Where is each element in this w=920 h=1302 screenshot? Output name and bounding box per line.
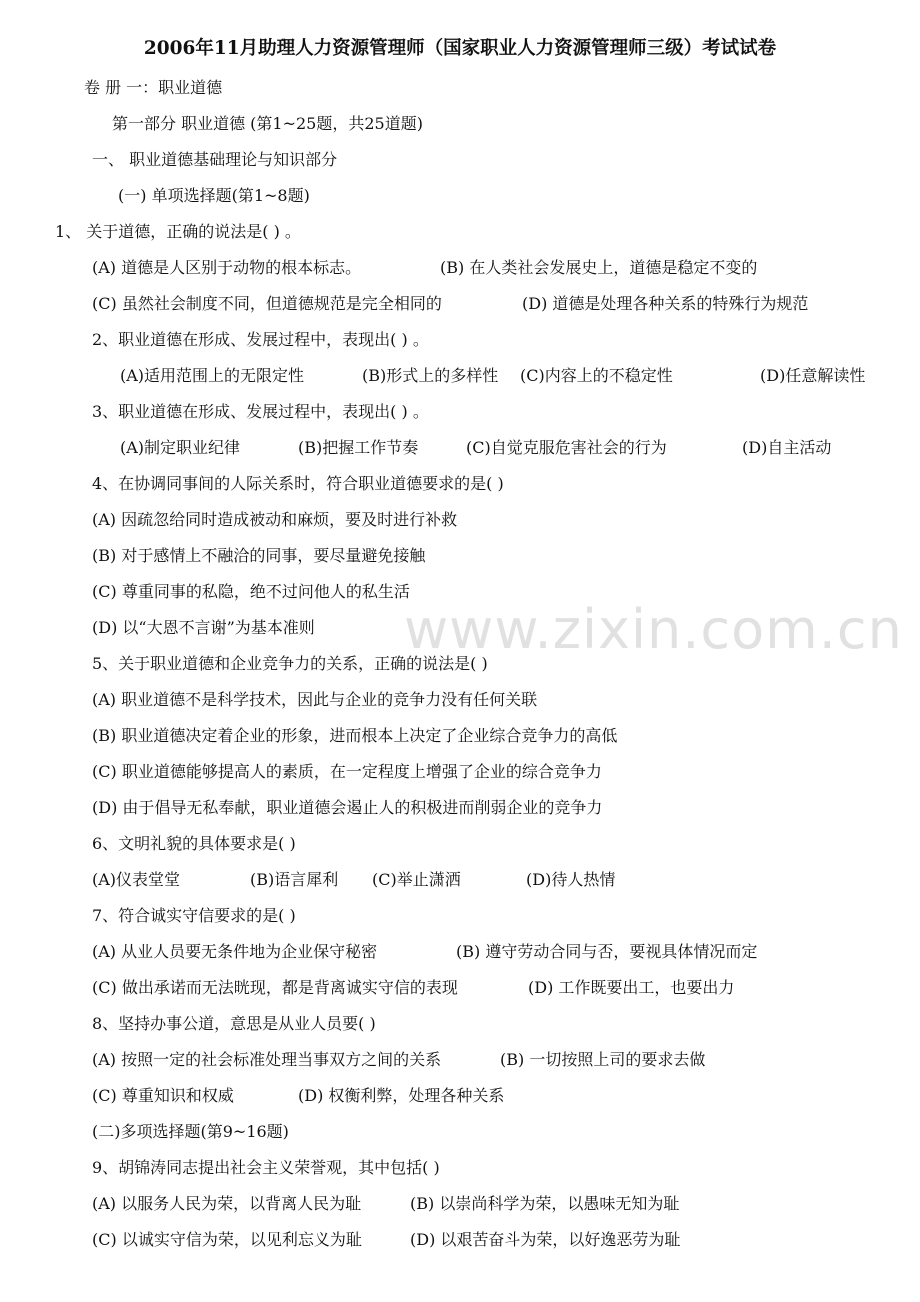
option-b: (B) 一切按照上司的要求去做 (500, 1050, 706, 1069)
option-b: (B) 对于感情上不融洽的同事，要尽量避免接触 (92, 546, 426, 565)
option-a: (A)适用范围上的无限定性 (120, 366, 305, 385)
option-c: (C)内容上的不稳定性 (520, 366, 673, 385)
option-a: (A) 从业人员要无条件地为企业保守秘密 (92, 942, 378, 961)
option-a: (A)制定职业纪律 (120, 438, 241, 457)
option-d: (D) 工作既要出工，也要出力 (528, 978, 735, 997)
option-c: (C)自觉克服危害社会的行为 (466, 438, 667, 457)
option-a: (A) 因疏忽给同时造成被动和麻烦，要及时进行补救 (92, 510, 458, 529)
option-a: (A) 道德是人区别于动物的根本标志。 (92, 258, 362, 277)
option-b: (B)把握工作节奏 (298, 438, 419, 457)
option-c: (C) 尊重同事的私隐，绝不过问他人的私生活 (92, 582, 410, 601)
option-d: (D) 以艰苦奋斗为荣，以好逸恶劳为耻 (410, 1230, 681, 1249)
option-d: (D) 道德是处理各种关系的特殊行为规范 (522, 294, 809, 313)
option-d: (D)自主活动 (742, 438, 832, 457)
question-stem: 9、胡锦涛同志提出社会主义荣誉观，其中包括( ) (92, 1158, 440, 1177)
question-stem: 7、符合诚实守信要求的是( ) (92, 906, 296, 925)
question-stem: 2、职业道德在形成、发展过程中，表现出( ) 。 (92, 330, 429, 349)
question-stem: 8、坚持办事公道，意思是从业人员要( ) (92, 1014, 376, 1033)
option-a: (A) 按照一定的社会标准处理当事双方之间的关系 (92, 1050, 442, 1069)
question-stem: 6、文明礼貌的具体要求是( ) (92, 834, 296, 853)
option-d: (D) 由于倡导无私奉献，职业道德会遏止人的积极进而削弱企业的竞争力 (92, 798, 603, 817)
option-c: (C) 做出承诺而无法晄现，都是背离诚实守信的表现 (92, 978, 458, 997)
option-b: (B) 职业道德决定着企业的形象，进而根本上决定了企业综合竞争力的高低 (92, 726, 618, 745)
document-title: 2006年11月助理人力资源管理师（国家职业人力资源管理师三级）考试试卷 (143, 38, 777, 59)
option-a: (A) 职业道德不是科学技术，因此与企业的竞争力没有任何关联 (92, 690, 538, 709)
question-stem: 5、关于职业道德和企业竞争力的关系，正确的说法是( ) (92, 654, 488, 673)
single-choice-heading: (一) 单项选择题(第1~8题) (118, 186, 310, 205)
option-a: (A) 以服务人民为荣，以背离人民为耻 (92, 1194, 362, 1213)
multi-choice-heading: (二)多项选择题(第9~16题) (92, 1122, 289, 1141)
option-d: (D)任意解读性 (760, 366, 866, 385)
question-stem: 1、 关于道德，正确的说法是( ) 。 (55, 222, 301, 241)
option-c: (C)举止潇洒 (372, 870, 461, 889)
option-b: (B)形式上的多样性 (362, 366, 499, 385)
option-c: (C) 尊重知识和权威 (92, 1086, 234, 1105)
option-c: (C) 职业道德能够提高人的素质，在一定程度上增强了企业的综合竞争力 (92, 762, 602, 781)
option-b: (B) 在人类社会发展史上，道德是稳定不变的 (440, 258, 758, 277)
section-heading: 一、 职业道德基础理论与知识部分 (92, 150, 338, 169)
option-b: (B) 遵守劳动合同与否，要视具体情况而定 (456, 942, 758, 961)
option-d: (D) 以“大恩不言谢”为基本准则 (92, 618, 315, 637)
volume-heading: 卷 册 一：职业道德 (84, 78, 223, 97)
option-c: (C) 以诚实守信为荣，以见利忘义为耻 (92, 1230, 362, 1249)
option-b: (B)语言犀利 (250, 870, 339, 889)
site-watermark: www.zixin.com.cn (404, 598, 903, 661)
option-b: (B) 以崇尚科学为荣，以愚味无知为耻 (410, 1194, 680, 1213)
part-heading: 第一部分 职业道德 (第1~25题，共25道题) (112, 114, 423, 133)
question-stem: 3、职业道德在形成、发展过程中，表现出( ) 。 (92, 402, 429, 421)
option-d: (D)待人热情 (526, 870, 616, 889)
question-stem: 4、在协调同事间的人际关系时，符合职业道德要求的是( ) (92, 474, 504, 493)
option-d: (D) 权衡利弊，处理各种关系 (298, 1086, 505, 1105)
option-a: (A)仪表堂堂 (92, 870, 181, 889)
option-c: (C) 虽然社会制度不同，但道德规范是完全相同的 (92, 294, 442, 313)
